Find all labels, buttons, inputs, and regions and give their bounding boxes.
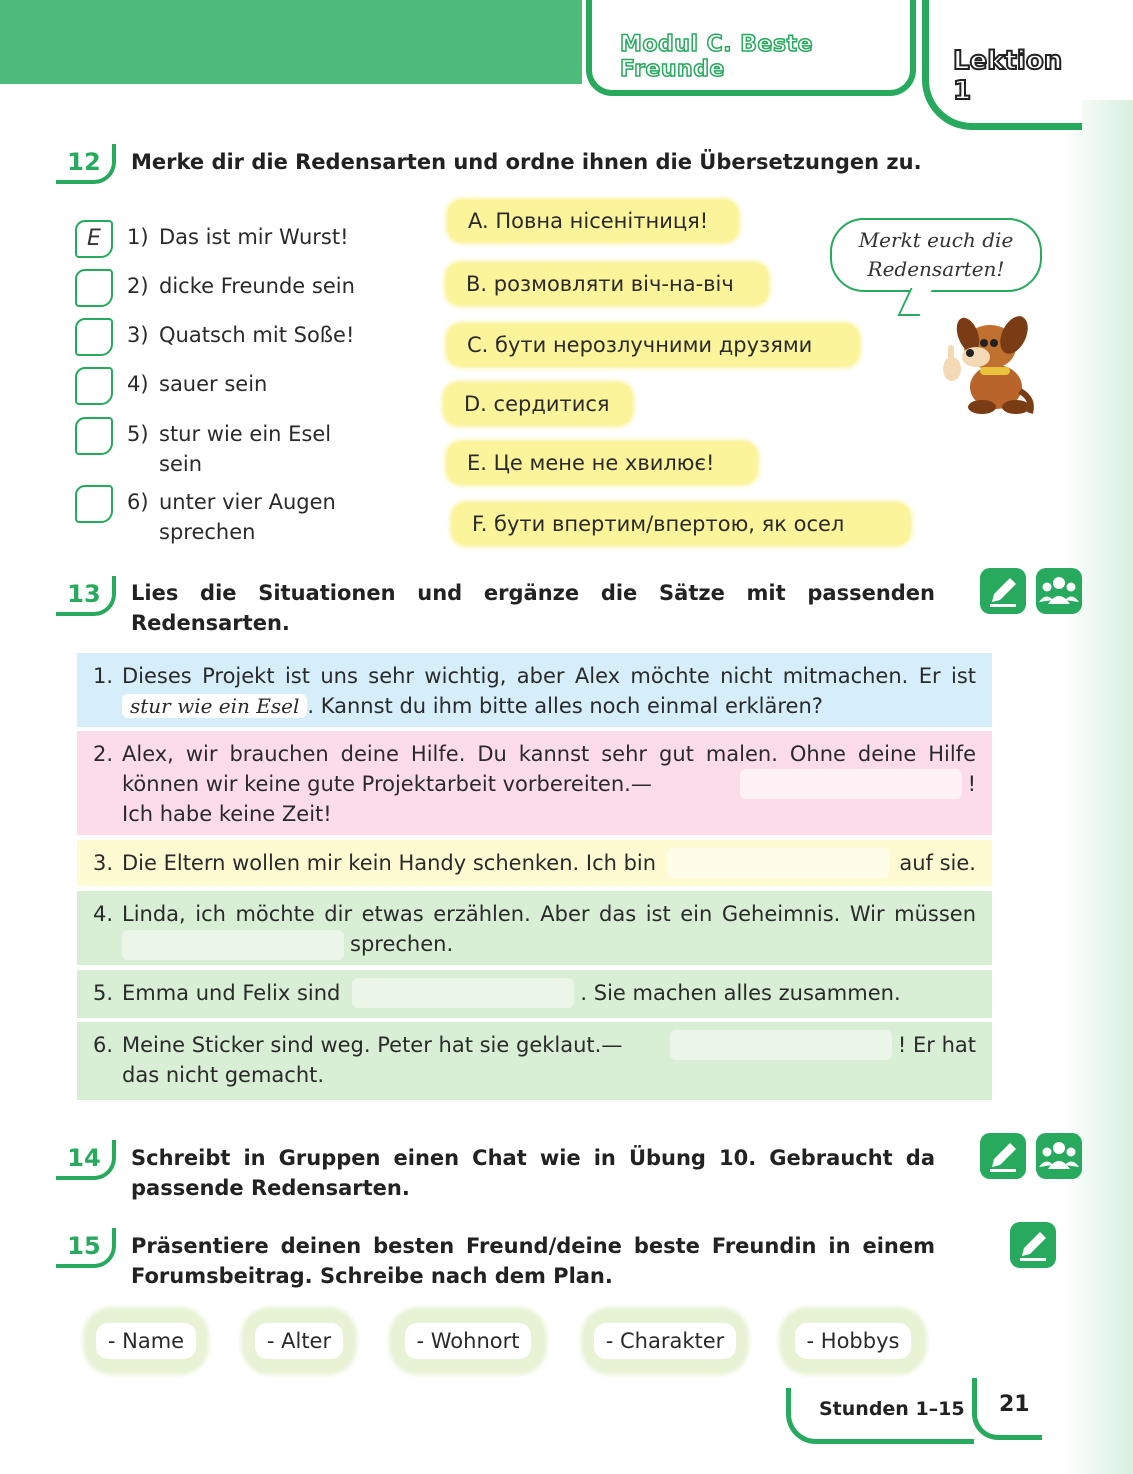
answer-blank[interactable] [667,848,889,878]
sentence-part: Meine Sticker sind weg. Peter hat sie geklaut.— [122,1033,623,1057]
idiom-item [127,271,355,301]
idiom-number: 6) [127,490,149,514]
idiom-number: 4) [127,372,149,396]
sentence-part: können wir keine gute Projektarbeit vorbereiten.— [122,772,652,796]
translation-d: D. сердитися [444,383,632,425]
group-icon [1036,1133,1082,1179]
group-icon [1036,568,1082,614]
idiom-text: Das ist mir Wurst! [159,225,349,249]
sentence-row [77,840,992,886]
bubble-line: Redensarten! [867,257,1005,281]
answer-blank[interactable] [740,769,962,799]
pencil-icon [980,1133,1026,1179]
plan-item [244,1310,354,1372]
exercise-number: 15 [56,1228,116,1268]
sentence-row [77,731,992,835]
sentence-part: Emma und Felix sind [122,981,341,1005]
sentence-text [122,769,976,799]
sentence-text: das nicht gemacht. [122,1063,325,1087]
sentence-part: auf sie. [899,851,976,875]
idiom-item [127,320,354,350]
idiom-text-cont: sprechen [159,520,256,544]
sentence-part: Die Eltern wollen mir kein Handy schenken. Ich bin [122,851,657,875]
idiom-text: stur wie ein Esel [159,422,332,446]
speech-bubble [830,218,1042,292]
plan-label: - Name [96,1323,196,1359]
idiom-text: dicke Freunde sein [159,274,355,298]
sentence-part: . Kannst du ihm bitte alles noch einmal erklären? [307,694,823,718]
sentence-text [122,929,976,960]
sentence-text [122,978,976,1008]
module-title: Modul C. Beste Freunde [620,32,814,82]
sentence-number: 6. [93,1033,114,1057]
answer-box[interactable] [75,417,113,455]
dog-illustration [930,305,1040,417]
idiom-text-cont: sein [159,452,203,476]
idiom-item [127,369,267,399]
filled-answer[interactable]: stur wie ein Esel [122,694,307,718]
idiom-item [127,487,336,547]
idiom-number: 2) [127,274,149,298]
sentence-part: . Sie machen alles zusammen. [580,981,901,1005]
exercise-instruction: Lies die Situationen und ergänze die Sätze mit passenden Redensarten. [131,581,935,635]
exercise-instruction: Merke dir die Redensarten und ordne ihnen die Übersetzungen zu. [131,150,922,174]
pencil-icon [980,568,1026,614]
sentence-number: 3. [93,851,114,875]
page-number-tab [972,1378,1042,1440]
exercise-instruction: Präsentiere deinen besten Freund/deine beste Freundin in einem Forumsbeitrag. Schreibe nach dem Plan. [131,1234,935,1288]
exercise-instruction: Schreibt in Gruppen einen Chat wie in Übung 10. Gebraucht da passende Redensarten. [131,1146,935,1200]
idiom-item [127,222,349,252]
footer-section: Stunden 1–15 [819,1398,965,1420]
footer-section-tab [786,1388,974,1444]
answer-blank[interactable] [670,1030,892,1060]
plan-label: - Hobbys [795,1323,912,1359]
sentence-text: Linda, ich möchte dir etwas erzählen. Aber das ist ein Geheimnis. Wir müssen [122,902,976,926]
answer-box[interactable] [75,269,113,307]
plan-item [392,1310,544,1372]
translation-b: B. розмовляти віч-на-віч [446,263,768,305]
idiom-text: unter vier Augen [159,490,336,514]
sentence-row [77,970,992,1018]
exercise-number: 12 [56,144,116,184]
sentence-text: Ich habe keine Zeit! [122,802,332,826]
bubble-line: Merkt euch die [858,228,1014,252]
answer-box[interactable] [75,367,113,405]
sentence-number: 2. [93,742,114,766]
sentence-text: Alex, wir brauchen deine Hilfe. Du kannst sehr gut malen. Ohne deine Hilfe [122,742,976,766]
sentence-text [122,848,976,878]
sentence-row [77,653,992,727]
idiom-number: 3) [127,323,149,347]
lesson-title: Lektion 1 [953,46,1063,106]
plan-item [584,1310,746,1372]
lesson-tab [922,0,1082,130]
pencil-icon [1010,1222,1056,1268]
sentence-number: 4. [93,902,114,926]
exercise-number: 14 [56,1140,116,1180]
idiom-number: 1) [127,225,149,249]
sentence-part: sprechen. [350,932,454,956]
page-margin-band [1063,80,1133,1474]
translation-e: E. Це мене не хвилює! [447,442,757,484]
sentence-part: Dieses Projekt ist uns sehr wichtig, aber Alex möchte nicht mitmachen. Er ist [122,664,976,688]
sentence-text [122,1030,976,1060]
bubble-tail [897,288,932,316]
translation-f: F. бути впертим/впертою, як осел [452,503,910,545]
translation-c: C. бути нерозлучними друзями [447,324,859,366]
sentence-row [77,1022,992,1100]
sentence-part: ! Er hat [897,1033,976,1057]
idiom-text: Quatsch mit Soße! [159,323,355,347]
sentence-row [77,891,992,965]
answer-blank[interactable] [352,978,574,1008]
translation-a: A. Повна нісенітниця! [448,200,738,242]
plan-item [782,1310,924,1372]
answer-blank[interactable] [122,930,344,960]
idiom-item [127,419,331,479]
sentence-text [122,661,976,721]
exercise-number: 13 [56,576,116,616]
answer-box[interactable]: E [75,220,113,258]
answer-box[interactable] [75,485,113,523]
plan-item [86,1310,206,1372]
plan-label: - Charakter [594,1323,737,1359]
sentence-number: 5. [93,981,114,1005]
page-number: 21 [999,1392,1030,1417]
module-tab [586,0,916,96]
idiom-number: 5) [127,422,149,446]
plan-label: - Alter [255,1323,343,1359]
plan-label: - Wohnort [405,1323,532,1359]
idiom-text: sauer sein [159,372,268,396]
sentence-part: ! [967,772,976,796]
sentence-number: 1. [93,664,114,688]
answer-box[interactable] [75,318,113,356]
